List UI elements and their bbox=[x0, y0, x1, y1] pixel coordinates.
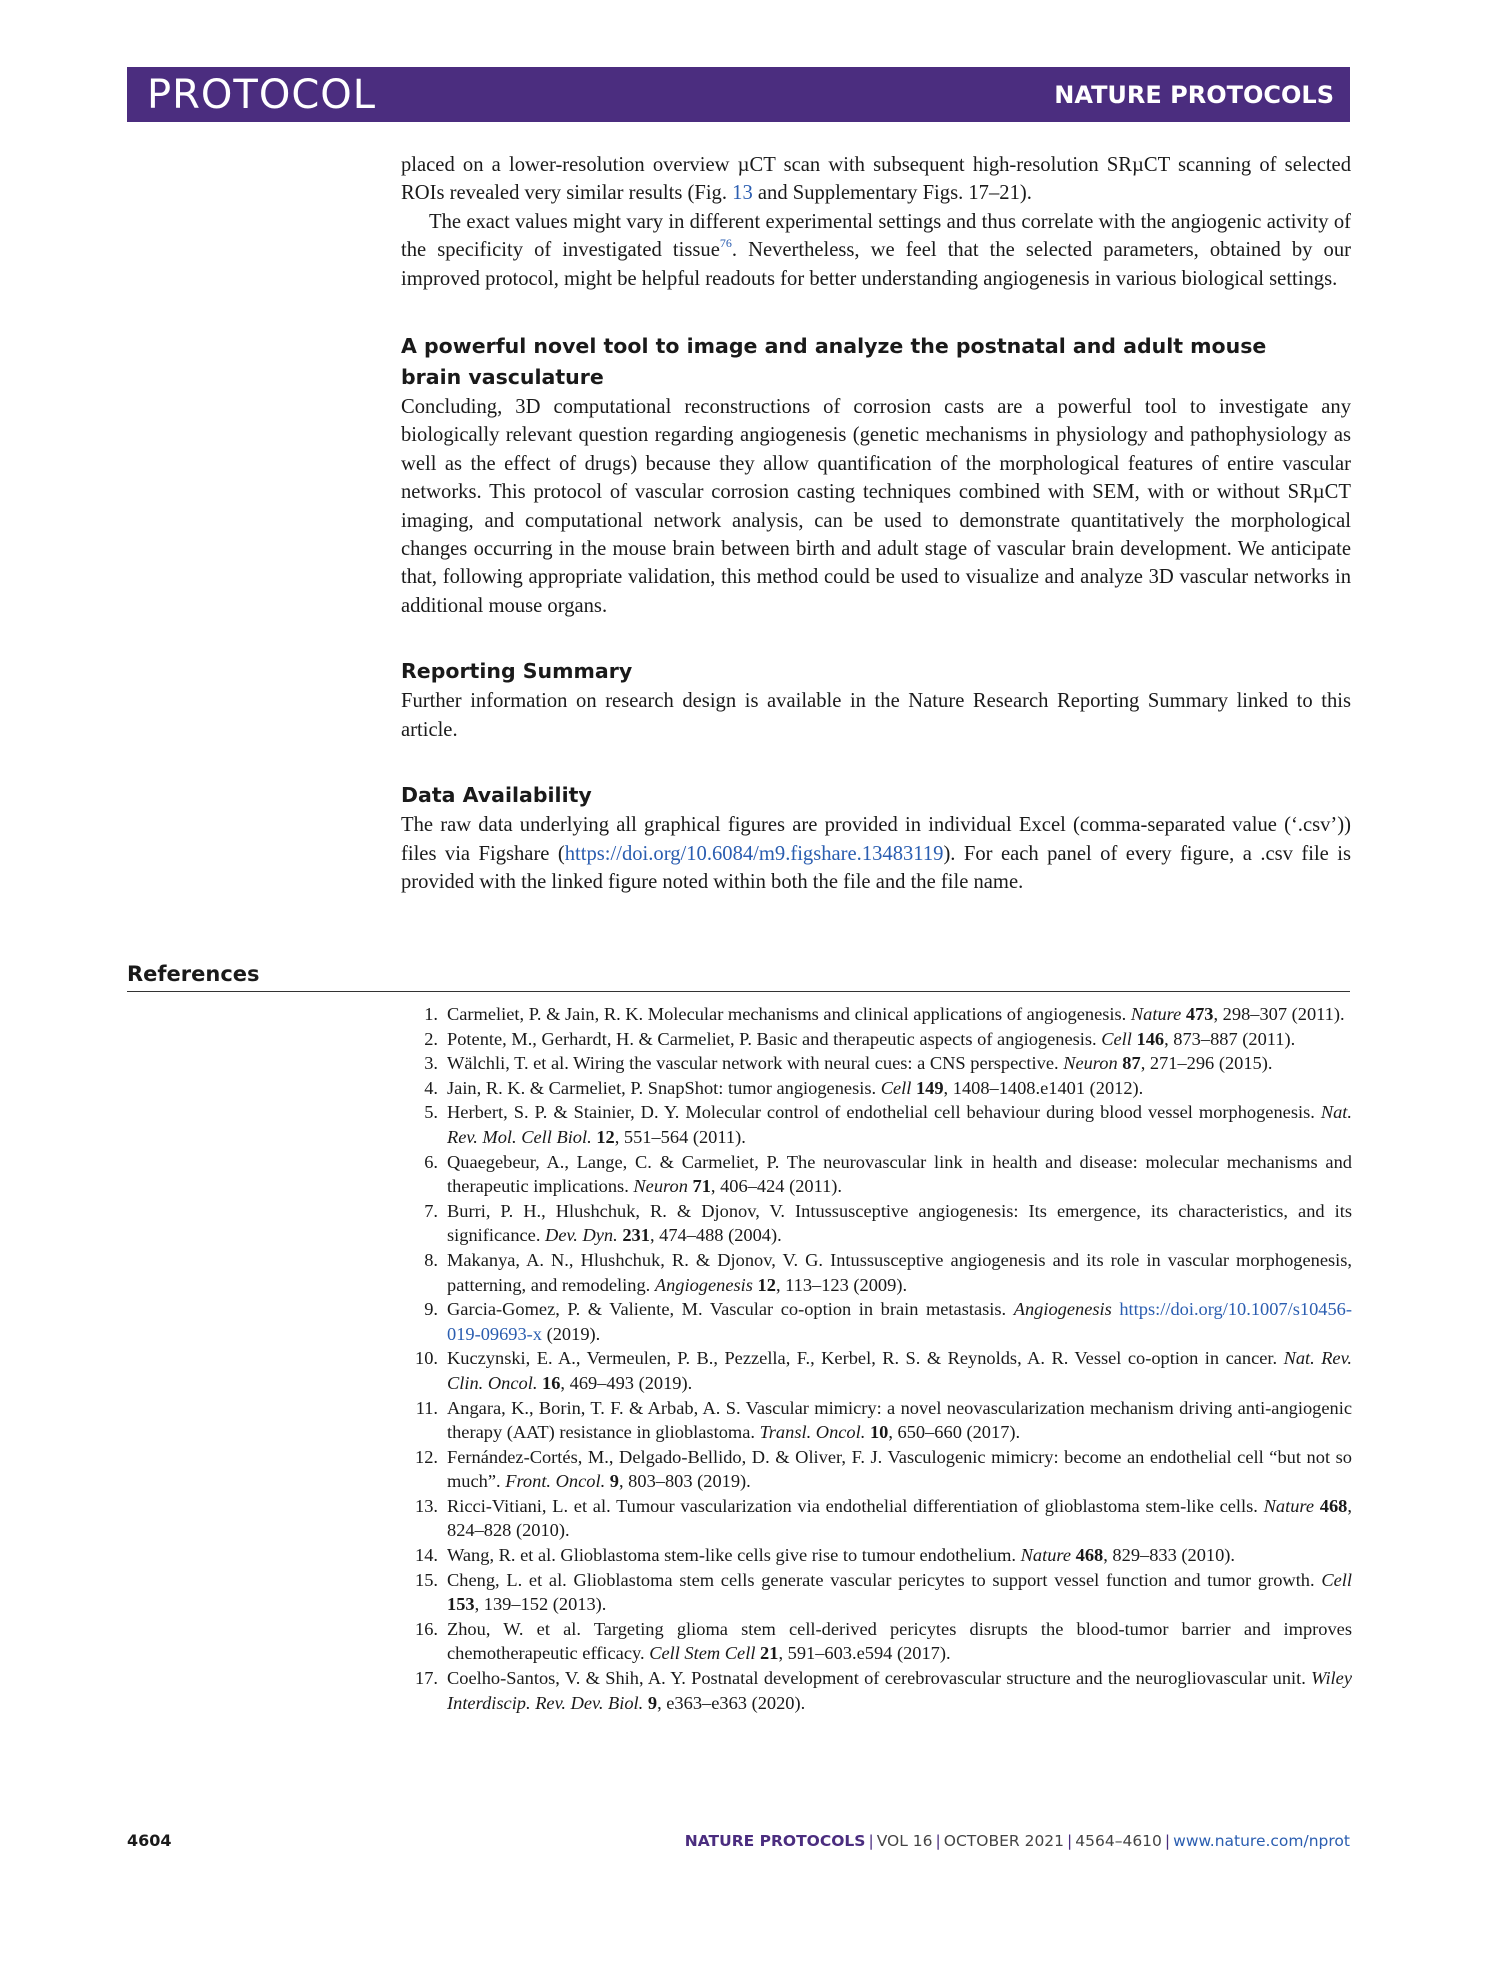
reference-journal: Dev. Dyn. bbox=[545, 1225, 618, 1246]
reference-number: 14. bbox=[415, 1545, 438, 1566]
section-heading: Reporting Summary bbox=[401, 659, 633, 684]
reference-text: Kuczynski, E. A., Vermeulen, P. B., Pezzella, F., Kerbel, R. S. & Reynolds, A. R. Vessel co-option in cancer. bbox=[447, 1348, 1284, 1369]
main-text-column bbox=[401, 151, 1351, 896]
footer-journal: NATURE PROTOCOLS bbox=[684, 1832, 866, 1850]
reference-journal: Cell Stem Cell bbox=[649, 1643, 756, 1664]
reference-volume: 468 bbox=[1075, 1545, 1104, 1566]
reference-pages: , 406–424 (2011). bbox=[710, 1176, 843, 1197]
reference-volume: 12 bbox=[596, 1126, 615, 1147]
reference-journal: Nature bbox=[1130, 1004, 1182, 1024]
reference-number: 10. bbox=[415, 1348, 438, 1369]
reference-text: Fernández-Cortés, M., Delgado-Bellido, D. & Oliver, F. J. Vasculogenic mimicry: become an endothelial cell “but not so much”. bbox=[447, 1446, 1352, 1492]
reference-journal: Cell bbox=[1321, 1569, 1352, 1590]
reference-number: 16. bbox=[415, 1618, 438, 1639]
reference-number: 15. bbox=[415, 1569, 438, 1590]
reference-journal: Nat. Rev. Clin. Oncol. bbox=[447, 1348, 1352, 1393]
reference-volume: 231 bbox=[622, 1225, 650, 1246]
citation-link[interactable]: 76 bbox=[719, 236, 732, 251]
reference-pages: , 474–488 (2004). bbox=[649, 1225, 782, 1246]
footer-pages: 4564–4610 bbox=[1075, 1832, 1162, 1850]
reference-journal: Cell bbox=[1101, 1028, 1132, 1049]
section-heading: Data Availability bbox=[401, 783, 592, 808]
reference-text: Makanya, A. N., Hlushchuk, R. & Djonov, V. G. Intussusceptive angiogenesis and its role in vascular morphogenesis, patterning, and remodeling. bbox=[447, 1249, 1352, 1295]
reference-number: 3. bbox=[424, 1053, 438, 1074]
reference-text: Zhou, W. et al. Targeting glioma stem cell-derived pericytes disrupts the blood-tumor barrier and improves chemotherapeutic efficacy. bbox=[447, 1618, 1352, 1664]
reference-item bbox=[406, 1076, 1352, 1101]
reference-journal: Wiley Interdiscip. Rev. Dev. Biol. bbox=[447, 1668, 1352, 1713]
reference-text: Herbert, S. P. & Stainier, D. Y. Molecular control of endothelial cell behaviour during blood vessel morphogenesis. bbox=[447, 1102, 1321, 1123]
reference-text: Coelho-Santos, V. & Shih, A. Y. Postnatal development of cerebrovascular structure and the neurogliovascular unit. bbox=[447, 1668, 1312, 1689]
reference-journal: Neuron bbox=[633, 1176, 688, 1197]
reference-volume: 16 bbox=[542, 1372, 561, 1393]
reference-journal: Nature bbox=[1263, 1495, 1315, 1516]
reference-pages: , 824–828 (2010). bbox=[447, 1495, 1352, 1541]
reference-number: 2. bbox=[424, 1028, 438, 1049]
reference-item bbox=[406, 1617, 1352, 1666]
section-paragraph: Further information on research design is available in the Nature Research Reporting Summary linked to this article. bbox=[401, 690, 1351, 741]
reference-journal: Angiogenesis bbox=[1013, 1299, 1112, 1320]
reference-volume: 71 bbox=[692, 1176, 711, 1197]
reference-pages: , e363–e363 (2020). bbox=[657, 1692, 806, 1713]
reference-volume: 9 bbox=[609, 1471, 619, 1492]
footer-date: OCTOBER 2021 bbox=[943, 1832, 1065, 1850]
reference-volume: 468 bbox=[1319, 1495, 1348, 1516]
reference-journal: Cell bbox=[880, 1077, 912, 1098]
reference-volume: 12 bbox=[757, 1274, 776, 1295]
reference-item bbox=[406, 1100, 1352, 1149]
reference-item bbox=[406, 1199, 1352, 1248]
reference-text: Jain, R. K. & Carmeliet, P. SnapShot: tumor angiogenesis. bbox=[447, 1077, 881, 1098]
reference-journal: Transl. Oncol. bbox=[759, 1422, 866, 1443]
reference-text: Angara, K., Borin, T. F. & Arbab, A. S. Vascular mimicry: a novel neovascularization mechanism driving anti-angiogenic therapy (AAT) resistance in glioblastoma. bbox=[447, 1397, 1352, 1443]
reference-volume: 21 bbox=[760, 1643, 779, 1664]
reference-journal: Neuron bbox=[1063, 1053, 1118, 1074]
reference-pages: , 298–307 (2011). bbox=[1213, 1004, 1345, 1024]
reference-number: 1. bbox=[424, 1004, 438, 1024]
reference-text: Quaegebeur, A., Lange, C. & Carmeliet, P. The neurovascular link in health and disease: molecular mechanisms and therapeutic implications. bbox=[447, 1151, 1352, 1197]
reference-number: 9. bbox=[424, 1299, 438, 1320]
reference-item bbox=[406, 1346, 1352, 1395]
reference-volume: 473 bbox=[1185, 1004, 1214, 1024]
reference-item bbox=[406, 1297, 1352, 1346]
reference-pages: , 1408–1408.e1401 (2012). bbox=[943, 1077, 1144, 1098]
reference-item bbox=[406, 1543, 1352, 1568]
footer-citation: NATURE PROTOCOLS | VOL 16 | OCTOBER 2021 | 4564–4610 | www.nature.com/nprot bbox=[684, 1832, 1350, 1850]
reference-pages: , 803–803 (2019). bbox=[618, 1471, 751, 1492]
reference-item bbox=[406, 1666, 1352, 1715]
reference-journal: Angiogenesis bbox=[654, 1274, 753, 1295]
paragraph-continued: placed on a lower-resolution overview µCT scan with subsequent high-resolution SRµCT scanning of selected ROIs revealed very similar results (Fig. 13 and Supplementary Figs. 17–21). bbox=[401, 154, 1351, 205]
reference-number: 8. bbox=[424, 1249, 438, 1270]
section-paragraph: Concluding, 3D computational reconstructions of corrosion casts are a powerful tool to investigate any biologically relevant question regarding angiogenesis (genetic mechanisms in physiology and pathophysiology as well as the effect of drugs) because they allow quantification of the morphological features of entire vascular networks. This protocol of vascular corrosion casting techniques combined with SEM, with or without SRµCT imaging, and computational network analysis, can be used to demonstrate quantitatively the morphological changes occurring in the mouse brain between birth and adult stage of vascular brain development. We anticipate that, following appropriate validation, this method could be used to visualize and analyze 3D vascular networks in additional mouse organs. bbox=[401, 396, 1351, 617]
figshare-link[interactable]: https://doi.org/10.6084/m9.figshare.13483119 bbox=[564, 842, 944, 865]
page-number: 4604 bbox=[127, 1831, 172, 1850]
reference-pages: , 829–833 (2010). bbox=[1103, 1545, 1236, 1566]
reference-text: Carmeliet, P. & Jain, R. K. Molecular mechanisms and clinical applications of angiogenesis. bbox=[447, 1004, 1131, 1024]
reference-pages: , 551–564 (2011). bbox=[614, 1126, 746, 1147]
reference-volume: 9 bbox=[647, 1692, 658, 1713]
reference-pages: , 469–493 (2019). bbox=[560, 1372, 693, 1393]
reference-pages: , 271–296 (2015). bbox=[1140, 1053, 1273, 1074]
reference-number: 11. bbox=[415, 1397, 438, 1418]
reference-number: 7. bbox=[424, 1200, 438, 1221]
reference-item bbox=[406, 1396, 1352, 1445]
reference-text: Wälchli, T. et al. Wiring the vascular network with neural cues: a CNS perspective. bbox=[447, 1053, 1064, 1074]
reference-text: Wang, R. et al. Glioblastoma stem-like cells give rise to tumour endothelium. bbox=[447, 1545, 1021, 1566]
reference-text: Burri, P. H., Hlushchuk, R. & Djonov, V. Intussusceptive angiogenesis: Its emergence, its characteristics, and its significance. bbox=[447, 1200, 1352, 1246]
section-paragraph: The raw data underlying all graphical figures are provided in individual Excel (comma-separated value (‘.csv’)) files via Figshare (https://doi.org/10.6084/m9.figshare.13483119). For each panel of every figure, a .csv file is provided with the linked figure noted within both the file and the file name. bbox=[401, 814, 1351, 893]
reference-doi-link[interactable]: https://doi.org/10.1007/s10456-019-09693-x bbox=[447, 1299, 1352, 1344]
reference-pages: , 873–887 (2011). bbox=[1164, 1028, 1296, 1049]
paragraph: The exact values might vary in different experimental settings and thus correlate with the angiogenic activity of the specificity of investigated tissue$^{76}$. Nevertheless, we feel that the selected parameters, obtained by our improved protocol, might be helpful readouts for better understanding angiogenesis in various biological settings. bbox=[401, 210, 1351, 290]
reference-text: Ricci-Vitiani, L. et al. Tumour vascularization via endothelial differentiation of glioblastoma stem-like cells. bbox=[447, 1495, 1264, 1516]
reference-volume: 146 bbox=[1136, 1028, 1165, 1049]
reference-text: Potente, M., Gerhardt, H. & Carmeliet, P. Basic and therapeutic aspects of angiogenesis. bbox=[447, 1028, 1102, 1049]
reference-item bbox=[406, 1445, 1352, 1494]
reference-number: 17. bbox=[415, 1668, 438, 1689]
reference-volume: 10 bbox=[869, 1422, 889, 1443]
reference-volume: 87 bbox=[1122, 1053, 1141, 1074]
footer-url[interactable]: www.nature.com/nprot bbox=[1173, 1832, 1350, 1850]
figure-link[interactable]: 13 bbox=[732, 182, 753, 205]
reference-item bbox=[406, 1150, 1352, 1199]
reference-item bbox=[406, 1248, 1352, 1297]
reference-volume: 153 bbox=[447, 1594, 475, 1615]
divider bbox=[127, 991, 1350, 992]
reference-journal: Nat. Rev. Mol. Cell Biol. bbox=[447, 1102, 1352, 1147]
reference-pages: , 139–152 (2013). bbox=[474, 1594, 607, 1615]
reference-number: 12. bbox=[415, 1446, 438, 1467]
section-heading: A powerful novel tool to image and analyze the postnatal and adult mouse brain vasculature bbox=[401, 334, 1267, 390]
reference-pages: , 591–603.e594 (2017). bbox=[778, 1643, 951, 1664]
footer-volume: VOL 16 bbox=[876, 1832, 933, 1850]
journal-name-label: NATURE PROTOCOLS bbox=[1054, 81, 1334, 109]
reference-item bbox=[406, 1494, 1352, 1543]
reference-item bbox=[406, 1568, 1352, 1617]
reference-number: 13. bbox=[415, 1495, 438, 1516]
reference-pages: , 650–660 (2017). bbox=[888, 1422, 1021, 1443]
reference-pages: , 113–123 (2009). bbox=[775, 1274, 908, 1295]
reference-item bbox=[406, 1051, 1352, 1076]
reference-item bbox=[406, 1027, 1352, 1052]
reference-volume: 149 bbox=[915, 1077, 944, 1098]
reference-journal: Front. Oncol. bbox=[505, 1471, 606, 1492]
reference-number: 4. bbox=[424, 1077, 438, 1098]
references-heading: References bbox=[127, 962, 260, 986]
journal-banner bbox=[127, 67, 1350, 122]
reference-number: 5. bbox=[424, 1102, 438, 1123]
reference-item bbox=[406, 1002, 1352, 1027]
reference-journal: Nature bbox=[1020, 1545, 1072, 1566]
reference-number: 6. bbox=[424, 1151, 438, 1172]
reference-list bbox=[406, 1002, 1352, 1715]
reference-text: Cheng, L. et al. Glioblastoma stem cells generate vascular pericytes to support vessel function and tumor growth. bbox=[447, 1569, 1322, 1590]
reference-pages: (2019). bbox=[542, 1323, 601, 1344]
article-type-label: PROTOCOL bbox=[147, 72, 377, 118]
reference-text: Garcia-Gomez, P. & Valiente, M. Vascular co-option in brain metastasis. bbox=[447, 1299, 1014, 1320]
